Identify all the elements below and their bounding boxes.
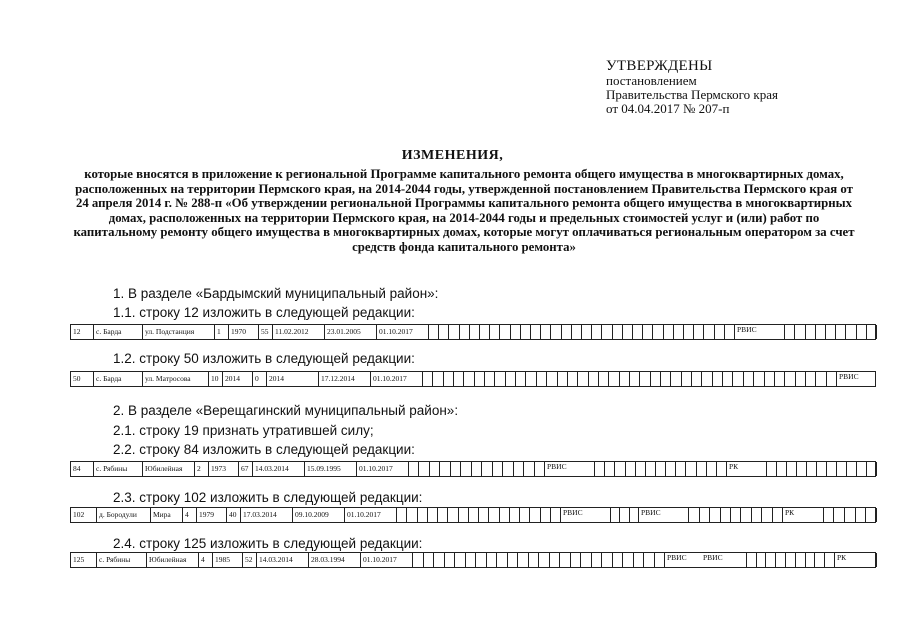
table-cell: 28.03.1994 bbox=[309, 553, 361, 567]
table-cell-empty bbox=[826, 325, 836, 339]
table-cell: 1985 bbox=[213, 553, 243, 567]
table-cell-empty bbox=[825, 553, 835, 567]
table-cell-empty bbox=[817, 462, 827, 476]
table-cell-empty bbox=[541, 508, 551, 522]
table-cell-empty bbox=[646, 462, 656, 476]
table-cell: 67 bbox=[239, 462, 253, 476]
table-cell-empty bbox=[684, 325, 694, 339]
table-cell-empty bbox=[786, 553, 796, 567]
approval-line: постановлением bbox=[606, 73, 697, 88]
table-cell-empty bbox=[397, 508, 407, 522]
table-cell-empty bbox=[560, 553, 571, 567]
table-cell-code: РВИС bbox=[547, 462, 567, 471]
table-cell-empty bbox=[613, 553, 624, 567]
table-cell: 1973 bbox=[209, 462, 239, 476]
table-cell-empty bbox=[776, 553, 786, 567]
table-cell-empty bbox=[676, 462, 686, 476]
table-cell-empty bbox=[692, 372, 702, 386]
table-row bbox=[70, 507, 876, 523]
table-cell-empty bbox=[599, 372, 609, 386]
table-cell-empty bbox=[423, 372, 433, 386]
table-cell-empty bbox=[747, 553, 757, 567]
table-cell: с. Барда bbox=[94, 325, 143, 339]
table-cell-empty bbox=[464, 372, 474, 386]
table-cell-empty bbox=[806, 553, 816, 567]
table-cell-empty bbox=[620, 508, 630, 522]
table-cell-empty bbox=[744, 372, 754, 386]
table-cell-empty bbox=[433, 372, 443, 386]
table-cell-empty bbox=[516, 372, 526, 386]
table-cell-empty bbox=[717, 462, 727, 476]
table-cell-empty bbox=[671, 372, 681, 386]
table-cell-empty bbox=[796, 372, 806, 386]
table-cell: 15.09.1995 bbox=[305, 462, 357, 476]
table-cell: 55 bbox=[259, 325, 273, 339]
table-cell-empty bbox=[601, 508, 611, 522]
table-cell-empty bbox=[551, 508, 561, 522]
table-cell-empty bbox=[623, 553, 634, 567]
table-cell-empty bbox=[531, 325, 541, 339]
table-cell-empty bbox=[723, 372, 733, 386]
table-cell-empty bbox=[707, 462, 717, 476]
table-cell-empty bbox=[454, 372, 464, 386]
table-cell-empty bbox=[773, 508, 783, 522]
table-cell-empty bbox=[866, 508, 877, 522]
table-cell-empty bbox=[704, 325, 714, 339]
table-cell-empty bbox=[476, 553, 487, 567]
table-cell-empty bbox=[655, 553, 666, 567]
table-cell: Юбилейная bbox=[147, 553, 199, 567]
table-cell-code: РВИС bbox=[641, 508, 661, 517]
table-cell-empty bbox=[806, 372, 816, 386]
table-cell-empty bbox=[508, 553, 519, 567]
table-cell-empty bbox=[459, 508, 469, 522]
table-cell-empty bbox=[867, 325, 877, 339]
table-cell-empty bbox=[630, 508, 640, 522]
table-cell-empty bbox=[592, 553, 603, 567]
table-cell: ул. Подстанция bbox=[143, 325, 215, 339]
table-cell: 1970 bbox=[229, 325, 259, 339]
table-cell-empty bbox=[613, 325, 623, 339]
table-cell-empty bbox=[775, 372, 785, 386]
table-cell-empty bbox=[595, 462, 605, 476]
table-cell-empty bbox=[430, 462, 440, 476]
table-cell-empty bbox=[656, 462, 666, 476]
table-cell-empty bbox=[497, 553, 508, 567]
table-cell: 01.10.2017 bbox=[371, 372, 423, 386]
table-cell-empty bbox=[438, 508, 448, 522]
table-cell-empty bbox=[429, 325, 439, 339]
table-cell-empty bbox=[562, 325, 572, 339]
table-cell-empty bbox=[418, 508, 428, 522]
table-cell: 2 bbox=[195, 462, 209, 476]
table-cell-empty bbox=[490, 325, 500, 339]
table-cell-empty bbox=[461, 462, 471, 476]
table-cell: 1979 bbox=[197, 508, 227, 522]
table-cell-empty bbox=[609, 372, 619, 386]
table-cell-empty bbox=[651, 372, 661, 386]
table-cell-code: РК bbox=[729, 462, 739, 471]
table-cell-empty bbox=[407, 508, 417, 522]
table-cell-empty bbox=[428, 508, 438, 522]
table-cell-empty bbox=[640, 372, 650, 386]
table-cell-empty bbox=[475, 372, 485, 386]
table-cell: 4 bbox=[199, 553, 213, 567]
table-cell-empty bbox=[787, 462, 797, 476]
table-cell-empty bbox=[644, 553, 655, 567]
table-cell: 52 bbox=[243, 553, 257, 567]
table-cell: д. Бородули bbox=[97, 508, 151, 522]
table-cell-empty bbox=[754, 372, 764, 386]
table-cell-empty bbox=[472, 462, 482, 476]
table-cell-empty bbox=[837, 462, 847, 476]
table-cell-empty bbox=[856, 508, 867, 522]
table-cell-empty bbox=[661, 372, 671, 386]
table-cell-empty bbox=[537, 372, 547, 386]
table-cell-empty bbox=[455, 553, 466, 567]
table-cell: Мира bbox=[151, 508, 183, 522]
table-cell-code: РВИС bbox=[839, 372, 859, 381]
table-cell-empty bbox=[470, 325, 480, 339]
table-cell-empty bbox=[424, 553, 435, 567]
table-cell-empty bbox=[847, 462, 857, 476]
table-cell-empty bbox=[550, 553, 561, 567]
table-cell-empty bbox=[506, 372, 516, 386]
table-cell-empty bbox=[449, 325, 459, 339]
table-cell: 12 bbox=[71, 325, 94, 339]
table-cell-empty bbox=[551, 325, 561, 339]
table-cell: 1 bbox=[215, 325, 229, 339]
table-cell: 14.03.2014 bbox=[257, 553, 309, 567]
table-cell-empty bbox=[857, 325, 867, 339]
table-cell-empty bbox=[524, 462, 534, 476]
table-cell-empty bbox=[785, 372, 795, 386]
table-cell-empty bbox=[797, 462, 807, 476]
approval-line: Правительства Пермского края bbox=[606, 87, 778, 102]
approval-stamp bbox=[606, 58, 778, 116]
table-cell-empty bbox=[514, 462, 524, 476]
table-cell-empty bbox=[572, 325, 582, 339]
table-cell-empty bbox=[731, 508, 741, 522]
table-cell-empty bbox=[834, 508, 845, 522]
table-cell-empty bbox=[409, 462, 419, 476]
table-cell-empty bbox=[694, 325, 704, 339]
table-cell-empty bbox=[460, 325, 470, 339]
table-cell-empty bbox=[547, 372, 557, 386]
table-cell-empty bbox=[846, 325, 856, 339]
table-cell-empty bbox=[529, 553, 540, 567]
table-cell-code: РВИС bbox=[703, 553, 723, 562]
table-cell-empty bbox=[578, 372, 588, 386]
table-cell-empty bbox=[689, 508, 699, 522]
table-cell-empty bbox=[633, 325, 643, 339]
table-cell: 50 bbox=[71, 372, 94, 386]
table-cell: 09.10.2009 bbox=[293, 508, 345, 522]
table-cell-empty bbox=[530, 508, 540, 522]
item-text: 1.2. строку 50 изложить в следующей редакции: bbox=[113, 351, 415, 366]
table-cell-empty bbox=[589, 372, 599, 386]
table-cell-empty bbox=[413, 553, 424, 567]
table-cell-empty bbox=[466, 553, 477, 567]
table-cell-empty bbox=[865, 553, 877, 567]
table-cell-code: РВИС bbox=[667, 553, 687, 562]
table-cell-empty bbox=[827, 372, 837, 386]
table-cell: 125 bbox=[71, 553, 97, 567]
table-cell: 11.02.2012 bbox=[273, 325, 325, 339]
table-cell-empty bbox=[439, 325, 449, 339]
document-subtitle: которые вносятся в приложение к региональной Программе капитального ремонта общего имущества в многоквартирных домах, расположенных на территории Пермского края, на 2014-2044 годы, утвержденной постановлением Правительства Пермского края от 24 апреля 2014 г. № 288-п «Об утверждении региональной Программы капитального ремонта общего имущества в многоквартирных домах, расположенных на территории Пермского края, на 2014-2044 годы и предельных стоимостей услуг и (или) работ по капитальному ремонту общего имущества в многоквартирных домах, которые могут оплачиваться региональным оператором за счет средств фонда капитального ремонта» bbox=[73, 167, 855, 254]
table-cell: 10 bbox=[209, 372, 223, 386]
table-cell-empty bbox=[721, 508, 731, 522]
table-cell-empty bbox=[827, 462, 837, 476]
table-cell-empty bbox=[845, 508, 856, 522]
table-cell-empty bbox=[485, 372, 495, 386]
section-heading: 1. В разделе «Бардымский муниципальный район»: bbox=[113, 286, 439, 301]
table-cell: с. Барда bbox=[94, 372, 143, 386]
table-cell-empty bbox=[558, 372, 568, 386]
table-cell-empty bbox=[725, 325, 735, 339]
table-cell-empty bbox=[775, 325, 785, 339]
table-cell-empty bbox=[752, 508, 762, 522]
item-text: 2.3. строку 102 изложить в следующей редакции: bbox=[113, 490, 423, 505]
table-cell-empty bbox=[571, 553, 582, 567]
table-cell: 01.10.2017 bbox=[345, 508, 397, 522]
table-cell-empty bbox=[785, 325, 795, 339]
approval-line: от 04.04.2017 № 207-п bbox=[606, 101, 730, 116]
table-cell-empty bbox=[715, 325, 725, 339]
table-cell: 14.03.2014 bbox=[253, 462, 305, 476]
table-cell: ул. Матросова bbox=[143, 372, 209, 386]
table-cell-empty bbox=[697, 462, 707, 476]
table-cell-empty bbox=[539, 553, 550, 567]
table-cell: 17.12.2014 bbox=[319, 372, 371, 386]
table-cell-empty bbox=[762, 508, 772, 522]
table-cell-empty bbox=[816, 372, 826, 386]
table-cell-empty bbox=[448, 508, 458, 522]
table-cell-empty bbox=[636, 462, 646, 476]
table-cell-empty bbox=[479, 508, 489, 522]
table-cell: 01.10.2017 bbox=[377, 325, 429, 339]
table-cell-empty bbox=[482, 462, 492, 476]
table-cell-code: РВИС bbox=[737, 325, 757, 334]
document-title: ИЗМЕНЕНИЯ, bbox=[401, 148, 504, 163]
table-cell-empty bbox=[757, 462, 767, 476]
table-cell-empty bbox=[541, 325, 551, 339]
table-row bbox=[70, 461, 876, 477]
table-cell: 2014 bbox=[267, 372, 319, 386]
table-cell-empty bbox=[489, 508, 499, 522]
item-text: 2.4. строку 125 изложить в следующей редакции: bbox=[113, 536, 423, 551]
table-cell-empty bbox=[503, 462, 513, 476]
table-cell-empty bbox=[585, 462, 595, 476]
table-cell-empty bbox=[493, 462, 503, 476]
table-cell: Юбилейная bbox=[143, 462, 195, 476]
table-cell-empty bbox=[757, 553, 767, 567]
table-cell-empty bbox=[815, 553, 825, 567]
table-cell-empty bbox=[806, 325, 816, 339]
table-cell: 23.01.2005 bbox=[325, 325, 377, 339]
table-cell-empty bbox=[500, 508, 510, 522]
table-cell-empty bbox=[626, 462, 636, 476]
table-cell-empty bbox=[702, 372, 712, 386]
table-cell-empty bbox=[445, 553, 456, 567]
table-cell-empty bbox=[605, 462, 615, 476]
table-cell-empty bbox=[487, 553, 498, 567]
table-cell-empty bbox=[469, 508, 479, 522]
table-cell: 4 bbox=[183, 508, 197, 522]
table-cell-code: РК bbox=[837, 553, 847, 562]
table-cell: 2014 bbox=[223, 372, 253, 386]
table-cell-empty bbox=[535, 462, 545, 476]
item-text: 1.1. строку 12 изложить в следующей редакции: bbox=[113, 305, 415, 320]
table-cell-empty bbox=[568, 372, 578, 386]
table-cell-empty bbox=[737, 553, 747, 567]
table-cell-empty bbox=[710, 508, 720, 522]
table-cell-empty bbox=[500, 325, 510, 339]
table-cell: с. Рябины bbox=[94, 462, 143, 476]
table-cell-empty bbox=[643, 325, 653, 339]
table-row bbox=[70, 371, 876, 387]
table-cell-code: РВИС bbox=[563, 508, 583, 517]
table-cell-empty bbox=[813, 508, 824, 522]
table-cell-empty bbox=[816, 325, 826, 339]
table-cell-empty bbox=[713, 372, 723, 386]
table-cell-empty bbox=[634, 553, 645, 567]
table-cell: 40 bbox=[227, 508, 241, 522]
table-cell-empty bbox=[581, 553, 592, 567]
table-cell-code: РК bbox=[785, 508, 795, 517]
table-cell-empty bbox=[521, 325, 531, 339]
table-cell: 17.03.2014 bbox=[241, 508, 293, 522]
table-cell-empty bbox=[630, 372, 640, 386]
table-cell-empty bbox=[682, 372, 692, 386]
table-cell: 84 bbox=[71, 462, 94, 476]
table-cell-empty bbox=[520, 508, 530, 522]
table-cell-empty bbox=[451, 462, 461, 476]
table-cell-empty bbox=[766, 553, 776, 567]
table-cell-empty bbox=[857, 462, 867, 476]
table-cell-empty bbox=[511, 325, 521, 339]
table-cell-empty bbox=[602, 325, 612, 339]
table-row bbox=[70, 324, 876, 340]
table-cell-empty bbox=[741, 508, 751, 522]
table-cell: 102 bbox=[71, 508, 97, 522]
approval-title: УТВЕРЖДЕНЫ bbox=[606, 58, 713, 74]
table-cell-empty bbox=[440, 462, 450, 476]
table-cell: 01.10.2017 bbox=[361, 553, 413, 567]
table-cell-empty bbox=[510, 508, 520, 522]
table-cell: 0 bbox=[253, 372, 267, 386]
table-row bbox=[70, 552, 876, 568]
table-cell: 01.10.2017 bbox=[357, 462, 409, 476]
table-cell-empty bbox=[615, 462, 625, 476]
table-cell-empty bbox=[765, 372, 775, 386]
table-cell-empty bbox=[623, 325, 633, 339]
table-cell-empty bbox=[653, 325, 663, 339]
table-cell-empty bbox=[602, 553, 613, 567]
table-cell-empty bbox=[444, 372, 454, 386]
table-cell-empty bbox=[679, 508, 689, 522]
section-heading: 2. В разделе «Верещагинский муниципальный район»: bbox=[113, 403, 459, 418]
table-cell-empty bbox=[495, 372, 505, 386]
table-cell-empty bbox=[767, 462, 777, 476]
table-cell-empty bbox=[620, 372, 630, 386]
table-cell-empty bbox=[582, 325, 592, 339]
table-cell-empty bbox=[824, 508, 835, 522]
table-cell-empty bbox=[795, 325, 805, 339]
table-cell-empty bbox=[664, 325, 674, 339]
table-cell-empty bbox=[777, 462, 787, 476]
table-cell-empty bbox=[592, 325, 602, 339]
table-cell-empty bbox=[480, 325, 490, 339]
table-cell-empty bbox=[666, 462, 676, 476]
table-cell-empty bbox=[836, 325, 846, 339]
table-cell-empty bbox=[734, 372, 744, 386]
table-cell-empty bbox=[527, 372, 537, 386]
table-cell-empty bbox=[611, 508, 621, 522]
table-cell-empty bbox=[686, 462, 696, 476]
table-cell: с. Рябины bbox=[97, 553, 147, 567]
table-cell-empty bbox=[867, 462, 877, 476]
table-cell-empty bbox=[419, 462, 429, 476]
item-text: 2.2. строку 84 изложить в следующей редакции: bbox=[113, 442, 415, 457]
item-text: 2.1. строку 19 признать утратившей силу; bbox=[113, 423, 374, 438]
table-cell-empty bbox=[700, 508, 710, 522]
table-cell-empty bbox=[674, 325, 684, 339]
table-cell-empty bbox=[807, 462, 817, 476]
table-cell-empty bbox=[518, 553, 529, 567]
table-cell-empty bbox=[796, 553, 806, 567]
table-cell-empty bbox=[434, 553, 445, 567]
